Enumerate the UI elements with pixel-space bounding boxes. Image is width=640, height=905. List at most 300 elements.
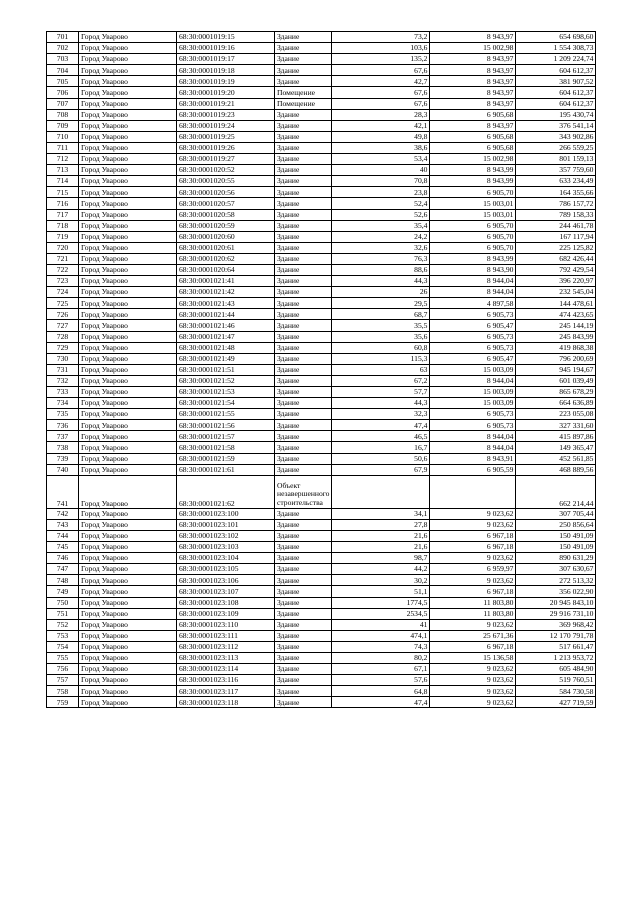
area-cell: 35,4: [332, 220, 430, 231]
area-cell: 74,3: [332, 641, 430, 652]
area-cell: 63: [332, 364, 430, 375]
area-cell: 47,4: [332, 697, 430, 708]
object-type-cell: Здание: [275, 364, 332, 375]
area-cell: 73,2: [332, 32, 430, 43]
table-row: [47, 398, 596, 409]
specific-value-cell: 8 944,04: [430, 442, 516, 453]
cadastral-value-cell: 164 355,66: [516, 187, 596, 198]
specific-value-cell: 9 023,62: [430, 686, 516, 697]
specific-value-cell: 15 003,09: [430, 398, 516, 409]
row-number-cell: 757: [47, 675, 79, 686]
row-number-cell: 759: [47, 697, 79, 708]
table-row: [47, 165, 596, 176]
settlement-cell: Город Уварово: [79, 253, 177, 264]
settlement-cell: Город Уварово: [79, 264, 177, 275]
settlement-cell: Город Уварово: [79, 375, 177, 386]
cadastral-value-cell: 945 194,67: [516, 364, 596, 375]
specific-value-cell: 6 905,73: [430, 331, 516, 342]
table-row: [47, 652, 596, 663]
cadastral-value-cell: 604 612,37: [516, 65, 596, 76]
cadastral-value-cell: 244 461,78: [516, 220, 596, 231]
settlement-cell: Город Уварово: [79, 65, 177, 76]
settlement-cell: Город Уварово: [79, 652, 177, 663]
cadastral-number-cell: 68:30:0001021:62: [177, 475, 275, 508]
settlement-cell: Город Уварово: [79, 176, 177, 187]
row-number-cell: 746: [47, 553, 79, 564]
settlement-cell: Город Уварово: [79, 464, 177, 475]
area-cell: 30,2: [332, 575, 430, 586]
area-cell: 44,3: [332, 398, 430, 409]
area-cell: 57,6: [332, 675, 430, 686]
row-number-cell: 739: [47, 453, 79, 464]
table-row: [47, 309, 596, 320]
row-number-cell: 736: [47, 420, 79, 431]
specific-value-cell: 6 905,70: [430, 187, 516, 198]
specific-value-cell: 4 897,58: [430, 298, 516, 309]
object-type-cell: Здание: [275, 608, 332, 619]
cadastral-number-cell: 68:30:0001020:61: [177, 242, 275, 253]
object-type-cell: Здание: [275, 276, 332, 287]
row-number-cell: 748: [47, 575, 79, 586]
area-cell: 60,8: [332, 342, 430, 353]
settlement-cell: Город Уварово: [79, 309, 177, 320]
row-number-cell: 755: [47, 652, 79, 663]
table-body: [47, 32, 596, 708]
settlement-cell: Город Уварово: [79, 519, 177, 530]
cadastral-number-cell: 68:30:0001019:20: [177, 87, 275, 98]
table-row: [47, 264, 596, 275]
cadastral-number-cell: 68:30:0001020:55: [177, 176, 275, 187]
cadastral-number-cell: 68:30:0001019:15: [177, 32, 275, 43]
cadastral-number-cell: 68:30:0001019:17: [177, 54, 275, 65]
table-row: [47, 242, 596, 253]
cadastral-value-cell: 633 234,49: [516, 176, 596, 187]
object-type-cell: Здание: [275, 142, 332, 153]
specific-value-cell: 9 023,62: [430, 697, 516, 708]
settlement-cell: Город Уварово: [79, 619, 177, 630]
object-type-cell: Здание: [275, 220, 332, 231]
specific-value-cell: 8 943,91: [430, 453, 516, 464]
row-number-cell: 705: [47, 76, 79, 87]
specific-value-cell: 6 967,18: [430, 586, 516, 597]
specific-value-cell: 6 967,18: [430, 641, 516, 652]
area-cell: 68,7: [332, 309, 430, 320]
specific-value-cell: 8 944,04: [430, 287, 516, 298]
cadastral-value-cell: 474 423,65: [516, 309, 596, 320]
cadastral-number-cell: 68:30:0001021:47: [177, 331, 275, 342]
specific-value-cell: 9 023,62: [430, 664, 516, 675]
cadastral-value-cell: 415 897,86: [516, 431, 596, 442]
area-cell: 57,7: [332, 387, 430, 398]
settlement-cell: Город Уварово: [79, 142, 177, 153]
cadastral-number-cell: 68:30:0001023:113: [177, 652, 275, 663]
area-cell: 52,4: [332, 198, 430, 209]
cadastral-value-cell: 396 220,97: [516, 276, 596, 287]
area-cell: [332, 475, 430, 508]
area-cell: 47,4: [332, 420, 430, 431]
object-type-cell: Здание: [275, 431, 332, 442]
object-type-cell: Здание: [275, 442, 332, 453]
cadastral-number-cell: 68:30:0001021:57: [177, 431, 275, 442]
cadastral-number-cell: 68:30:0001019:25: [177, 131, 275, 142]
specific-value-cell: 8 943,97: [430, 32, 516, 43]
area-cell: 26: [332, 287, 430, 298]
area-cell: 88,6: [332, 264, 430, 275]
cadastral-number-cell: 68:30:0001021:61: [177, 464, 275, 475]
cadastral-value-cell: 381 907,52: [516, 76, 596, 87]
table-row: [47, 608, 596, 619]
area-cell: 42,1: [332, 120, 430, 131]
row-number-cell: 721: [47, 253, 79, 264]
row-number-cell: 702: [47, 43, 79, 54]
specific-value-cell: 6 905,73: [430, 409, 516, 420]
table-row: [47, 353, 596, 364]
object-type-cell: Здание: [275, 664, 332, 675]
area-cell: 70,8: [332, 176, 430, 187]
row-number-cell: 725: [47, 298, 79, 309]
table-row: [47, 530, 596, 541]
object-type-cell: Здание: [275, 453, 332, 464]
cadastral-value-cell: 654 698,60: [516, 32, 596, 43]
area-cell: 76,3: [332, 253, 430, 264]
row-number-cell: 710: [47, 131, 79, 142]
area-cell: 40: [332, 165, 430, 176]
table-row: [47, 564, 596, 575]
object-type-cell: Здание: [275, 597, 332, 608]
settlement-cell: Город Уварово: [79, 198, 177, 209]
object-type-cell: Здание: [275, 209, 332, 220]
row-number-cell: 735: [47, 409, 79, 420]
settlement-cell: Город Уварово: [79, 187, 177, 198]
settlement-cell: Город Уварово: [79, 398, 177, 409]
specific-value-cell: 6 967,18: [430, 530, 516, 541]
row-number-cell: 741: [47, 475, 79, 508]
cadastral-number-cell: 68:30:0001020:64: [177, 264, 275, 275]
row-number-cell: 743: [47, 519, 79, 530]
area-cell: 46,5: [332, 431, 430, 442]
settlement-cell: Город Уварово: [79, 675, 177, 686]
specific-value-cell: 15 003,01: [430, 209, 516, 220]
cadastral-value-cell: 12 170 791,78: [516, 630, 596, 641]
cadastral-number-cell: 68:30:0001023:109: [177, 608, 275, 619]
settlement-cell: Город Уварово: [79, 542, 177, 553]
specific-value-cell: 8 943,97: [430, 87, 516, 98]
settlement-cell: Город Уварово: [79, 98, 177, 109]
table-row: [47, 320, 596, 331]
specific-value-cell: 15 002,98: [430, 154, 516, 165]
cadastral-value-cell: 786 157,72: [516, 198, 596, 209]
table-row: [47, 431, 596, 442]
row-number-cell: 740: [47, 464, 79, 475]
row-number-cell: 701: [47, 32, 79, 43]
specific-value-cell: 8 943,99: [430, 176, 516, 187]
object-type-cell: Здание: [275, 165, 332, 176]
specific-value-cell: 6 905,68: [430, 109, 516, 120]
object-type-cell: Здание: [275, 32, 332, 43]
row-number-cell: 715: [47, 187, 79, 198]
cadastral-number-cell: 68:30:0001021:54: [177, 398, 275, 409]
object-type-cell: Здание: [275, 675, 332, 686]
specific-value-cell: 8 944,04: [430, 431, 516, 442]
cadastral-value-cell: 369 968,42: [516, 619, 596, 630]
object-type-cell: Здание: [275, 530, 332, 541]
object-type-cell: Здание: [275, 187, 332, 198]
table-row: [47, 453, 596, 464]
cadastral-value-cell: 452 561,85: [516, 453, 596, 464]
cadastral-number-cell: 68:30:0001021:49: [177, 353, 275, 364]
cadastral-value-cell: 272 513,32: [516, 575, 596, 586]
cadastral-number-cell: 68:30:0001021:56: [177, 420, 275, 431]
object-type-cell: Здание: [275, 564, 332, 575]
table-row: [47, 475, 596, 508]
object-type-cell: Здание: [275, 353, 332, 364]
object-type-cell: Здание: [275, 253, 332, 264]
specific-value-cell: 8 944,04: [430, 375, 516, 386]
area-cell: 32,3: [332, 409, 430, 420]
cadastral-value-cell: 150 491,09: [516, 542, 596, 553]
cadastral-number-cell: 68:30:0001019:21: [177, 98, 275, 109]
table-row: [47, 298, 596, 309]
object-type-cell: Здание: [275, 54, 332, 65]
object-type-cell: Здание: [275, 686, 332, 697]
cadastral-value-cell: 1 554 308,73: [516, 43, 596, 54]
row-number-cell: 719: [47, 231, 79, 242]
area-cell: 27,8: [332, 519, 430, 530]
settlement-cell: Город Уварово: [79, 431, 177, 442]
cadastral-value-cell: 419 868,38: [516, 342, 596, 353]
specific-value-cell: 8 943,99: [430, 165, 516, 176]
settlement-cell: Город Уварово: [79, 231, 177, 242]
row-number-cell: 718: [47, 220, 79, 231]
settlement-cell: Город Уварово: [79, 686, 177, 697]
object-type-cell: Здание: [275, 298, 332, 309]
object-type-cell: Объект незавершенного строительства: [275, 475, 332, 508]
table-row: [47, 331, 596, 342]
table-row: [47, 32, 596, 43]
table-row: [47, 519, 596, 530]
cadastral-value-cell: 20 945 843,10: [516, 597, 596, 608]
row-number-cell: 750: [47, 597, 79, 608]
object-type-cell: Здание: [275, 320, 332, 331]
specific-value-cell: 15 136,58: [430, 652, 516, 663]
settlement-cell: Город Уварово: [79, 364, 177, 375]
area-cell: 67,6: [332, 87, 430, 98]
table-row: [47, 76, 596, 87]
area-cell: 44,2: [332, 564, 430, 575]
object-type-cell: Здание: [275, 652, 332, 663]
settlement-cell: Город Уварово: [79, 420, 177, 431]
cadastral-value-cell: 664 636,89: [516, 398, 596, 409]
table-row: [47, 364, 596, 375]
row-number-cell: 733: [47, 387, 79, 398]
cadastral-value-cell: 307 705,44: [516, 508, 596, 519]
cadastral-value-cell: 468 889,56: [516, 464, 596, 475]
specific-value-cell: 8 943,97: [430, 120, 516, 131]
area-cell: 53,4: [332, 154, 430, 165]
object-type-cell: Здание: [275, 342, 332, 353]
settlement-cell: Город Уварово: [79, 597, 177, 608]
table-row: [47, 597, 596, 608]
specific-value-cell: 6 905,47: [430, 320, 516, 331]
area-cell: 67,1: [332, 664, 430, 675]
cadastral-value-cell: 167 117,94: [516, 231, 596, 242]
area-cell: 80,2: [332, 652, 430, 663]
object-type-cell: Здание: [275, 264, 332, 275]
cadastral-number-cell: 68:30:0001020:57: [177, 198, 275, 209]
cadastral-number-cell: 68:30:0001020:52: [177, 165, 275, 176]
settlement-cell: Город Уварово: [79, 131, 177, 142]
row-number-cell: 707: [47, 98, 79, 109]
object-type-cell: Здание: [275, 43, 332, 54]
table-row: [47, 131, 596, 142]
table-row: [47, 464, 596, 475]
cadastral-number-cell: 68:30:0001023:110: [177, 619, 275, 630]
cadastral-value-cell: 343 902,86: [516, 131, 596, 142]
area-cell: 16,7: [332, 442, 430, 453]
cadastral-value-cell: 327 331,60: [516, 420, 596, 431]
specific-value-cell: 15 003,01: [430, 198, 516, 209]
area-cell: 67,9: [332, 464, 430, 475]
area-cell: 24,2: [332, 231, 430, 242]
table-row: [47, 630, 596, 641]
row-number-cell: 730: [47, 353, 79, 364]
area-cell: 51,1: [332, 586, 430, 597]
specific-value-cell: 8 943,97: [430, 54, 516, 65]
area-cell: 103,6: [332, 43, 430, 54]
object-type-cell: Здание: [275, 198, 332, 209]
cadastral-number-cell: 68:30:0001020:60: [177, 231, 275, 242]
cadastral-number-cell: 68:30:0001023:116: [177, 675, 275, 686]
cadastral-value-cell: 29 916 731,10: [516, 608, 596, 619]
specific-value-cell: 15 003,09: [430, 387, 516, 398]
area-cell: 52,6: [332, 209, 430, 220]
cadastral-value-cell: 232 545,04: [516, 287, 596, 298]
cadastral-number-cell: 68:30:0001019:16: [177, 43, 275, 54]
cadastral-number-cell: 68:30:0001023:100: [177, 508, 275, 519]
object-type-cell: Здание: [275, 420, 332, 431]
cadastral-number-cell: 68:30:0001020:62: [177, 253, 275, 264]
table-row: [47, 109, 596, 120]
specific-value-cell: 11 803,80: [430, 597, 516, 608]
area-cell: 41: [332, 619, 430, 630]
table-row: [47, 220, 596, 231]
row-number-cell: 738: [47, 442, 79, 453]
cadastral-number-cell: 68:30:0001019:26: [177, 142, 275, 153]
cadastral-number-cell: 68:30:0001020:58: [177, 209, 275, 220]
specific-value-cell: 9 023,62: [430, 519, 516, 530]
cadastral-number-cell: 68:30:0001021:46: [177, 320, 275, 331]
specific-value-cell: 8 943,97: [430, 65, 516, 76]
cadastral-number-cell: 68:30:0001023:112: [177, 641, 275, 652]
specific-value-cell: 6 905,73: [430, 342, 516, 353]
cadastral-number-cell: 68:30:0001021:59: [177, 453, 275, 464]
cadastral-number-cell: 68:30:0001021:43: [177, 298, 275, 309]
cadastral-value-cell: 1 209 224,74: [516, 54, 596, 65]
cadastral-number-cell: 68:30:0001021:44: [177, 309, 275, 320]
specific-value-cell: 6 905,68: [430, 142, 516, 153]
cadastral-number-cell: 68:30:0001023:111: [177, 630, 275, 641]
table-row: [47, 508, 596, 519]
table-row: [47, 375, 596, 386]
cadastral-number-cell: 68:30:0001023:108: [177, 597, 275, 608]
row-number-cell: 703: [47, 54, 79, 65]
object-type-cell: Здание: [275, 508, 332, 519]
table-row: [47, 142, 596, 153]
object-type-cell: Здание: [275, 630, 332, 641]
object-type-cell: Здание: [275, 553, 332, 564]
settlement-cell: Город Уварово: [79, 220, 177, 231]
area-cell: 98,7: [332, 553, 430, 564]
row-number-cell: 756: [47, 664, 79, 675]
settlement-cell: Город Уварово: [79, 242, 177, 253]
settlement-cell: Город Уварово: [79, 608, 177, 619]
area-cell: 474,1: [332, 630, 430, 641]
object-type-cell: Здание: [275, 242, 332, 253]
settlement-cell: Город Уварово: [79, 76, 177, 87]
specific-value-cell: 6 967,18: [430, 542, 516, 553]
cadastral-value-cell: 225 125,82: [516, 242, 596, 253]
cadastral-number-cell: 68:30:0001019:19: [177, 76, 275, 87]
cadastral-number-cell: 68:30:0001023:114: [177, 664, 275, 675]
cadastral-number-cell: 68:30:0001023:102: [177, 530, 275, 541]
row-number-cell: 709: [47, 120, 79, 131]
cadastral-number-cell: 68:30:0001021:55: [177, 409, 275, 420]
table-row: [47, 253, 596, 264]
row-number-cell: 727: [47, 320, 79, 331]
object-type-cell: Здание: [275, 464, 332, 475]
settlement-cell: Город Уварово: [79, 87, 177, 98]
settlement-cell: Город Уварово: [79, 276, 177, 287]
cadastral-number-cell: 68:30:0001021:51: [177, 364, 275, 375]
row-number-cell: 708: [47, 109, 79, 120]
table-row: [47, 697, 596, 708]
area-cell: 115,3: [332, 353, 430, 364]
specific-value-cell: 9 023,62: [430, 508, 516, 519]
cadastral-value-cell: 865 678,29: [516, 387, 596, 398]
settlement-cell: Город Уварово: [79, 331, 177, 342]
specific-value-cell: 9 023,62: [430, 675, 516, 686]
cadastral-value-cell: 149 365,47: [516, 442, 596, 453]
area-cell: 32,6: [332, 242, 430, 253]
cadastral-number-cell: 68:30:0001023:107: [177, 586, 275, 597]
cadastral-value-cell: 584 730,58: [516, 686, 596, 697]
table-row: [47, 420, 596, 431]
cadastral-number-cell: 68:30:0001023:117: [177, 686, 275, 697]
cadastral-number-cell: 68:30:0001023:103: [177, 542, 275, 553]
cadastral-value-cell: 789 158,33: [516, 209, 596, 220]
area-cell: 1774,5: [332, 597, 430, 608]
cadastral-number-cell: 68:30:0001021:48: [177, 342, 275, 353]
object-type-cell: Здание: [275, 109, 332, 120]
object-type-cell: Помещение: [275, 87, 332, 98]
table-row: [47, 198, 596, 209]
row-number-cell: 749: [47, 586, 79, 597]
table-row: [47, 686, 596, 697]
specific-value-cell: 6 905,68: [430, 131, 516, 142]
settlement-cell: Город Уварово: [79, 553, 177, 564]
table-row: [47, 387, 596, 398]
object-type-cell: Здание: [275, 619, 332, 630]
table-row: [47, 619, 596, 630]
row-number-cell: 729: [47, 342, 79, 353]
cadastral-value-cell: 357 759,60: [516, 165, 596, 176]
cadastral-value-cell: 144 478,61: [516, 298, 596, 309]
settlement-cell: Город Уварово: [79, 530, 177, 541]
table-row: [47, 586, 596, 597]
settlement-cell: Город Уварово: [79, 564, 177, 575]
row-number-cell: 734: [47, 398, 79, 409]
table-row: [47, 231, 596, 242]
